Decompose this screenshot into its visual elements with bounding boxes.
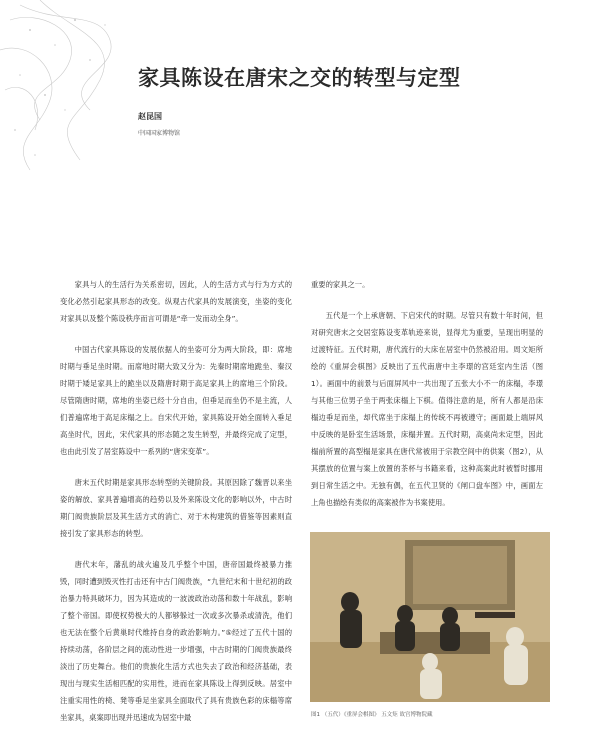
painting-figure [310,532,550,702]
article-title: 家具陈设在唐宋之交的转型与定型 [138,66,461,90]
paragraph: 唐代末年，藩乱的战火遍及几乎整个中国，唐帝国最终被暴力推毁，同时遭到毁灭性打击还有中古门阀贵族，“九世纪末和十世纪初的政治暴力特具破坏力，因为其造成的一波波政治动荡和数十年战乱，影响了整个帝国。即使权势极大的人都够躲过一次或多次暴杀或清洗，他们也无法在整个后黄巢时代维持自身的政治影响力。”⑤经过了五代十国的持续动荡，各阶层之间的流动性进一步增强，中古时期的门阀贵族最终淡出了历史舞台。他们的贵族化生活方式也失去了政治和经济基础，表现出与现实生活相匹配的实用性，进而在家具陈设上得到反映。居室中注重实用性的椅、凳等垂足坐家具全面取代了具有贵族色彩的床榻等席坐家具，桌案即出现并迅速成为居室中最 [60,560,292,722]
paragraph: 五代是一个上承唐朝、下启宋代的时期。尽管只有数十年时间，但对研究唐末之交居室陈设变革轨迹来说，显得尤为重要，呈现出明显的过渡特征。五代时期，唐代流行的大床在居室中仍然被沿用。周文矩所绘的《重屏会棋图》反映出了五代南唐中主李璟的宫廷室内生活（图1）。画面中的前景与后面屏风中一共出现了五张大小不一的床榻，李璟与其他三位男子坐于两张床榻上下棋。值得注意的是，所有人都是沿床榻边垂足而坐，却代席坐于床榻上的传统不再被遵守；画面最上端屏风中反映的是卧室生活场景，床榻并置。五代时期，高桌尚未定型，因此榻前所置的高型榻是家具在唐代常被用于宗教空间中的供案（图2），从其摆放的位置与案上放置的茶杯与书籍来看，这种高案此时被暂时挪用到日常生活之中。无独有偶，在五代卫贤的《闸口盘车图》中，画面左上角也描绘有类似的高案被作为书案使用。 [311,311,543,507]
paragraph-continuation: 重要的家具之一。 [311,280,370,289]
author-name: 赵昆国 [138,112,162,121]
left-text-column [60,276,292,740]
screen-inner-scene [413,546,507,604]
paragraph: 中国古代家具陈设的发展依据人的坐姿可分为两大阶段，即：席地时期与垂足坐时期。而席地时期大致又分为：先秦时期席地跪坐、秦汉时期于矮足家具上的跪坐以及隋唐时期于高足家具上的席地三个阶段。尽管隋唐时期，席地的坐姿已经十分自由，但垂足而坐仍不是主流，人们普遍席地于高足床榻之上。自宋代开始，家具陈设开始全面转入垂足高坐时代，因此，宋代家具的形态随之发生转型，并最终完成了定型，也由此引发了居室陈设中一系列的“唐宋变革”。 [60,345,292,456]
small-table [475,612,515,618]
figure-caption: 图1 （五代）《重屏会棋图》 五文矩 故宫博物院藏 [311,712,433,718]
paragraph: 唐末五代时期是家具形态转型的关键阶段。其原因除了魏晋以来坐姿的解放、家具普遍增高的趋势以及外来陈设文化的影响以外，中古时期门阀贵族阶层及其生活方式的消亡、对于木构建筑的借鉴等因素则直接引发了家具形态的转型。 [60,478,292,538]
decorative-swirl-graphic [0,0,140,200]
author-affiliation: 中国国家博物馆 [138,130,181,137]
right-text-column [311,276,543,525]
paragraph: 家具与人的生活行为关系密切，因此，人的生活方式与行为方式的变化必然引起家具形态的改变。纵观古代家具的发展演变，坐姿的变化对家具以及整个陈设秩序而言可谓是“牵一发而动全身”。 [60,280,292,323]
